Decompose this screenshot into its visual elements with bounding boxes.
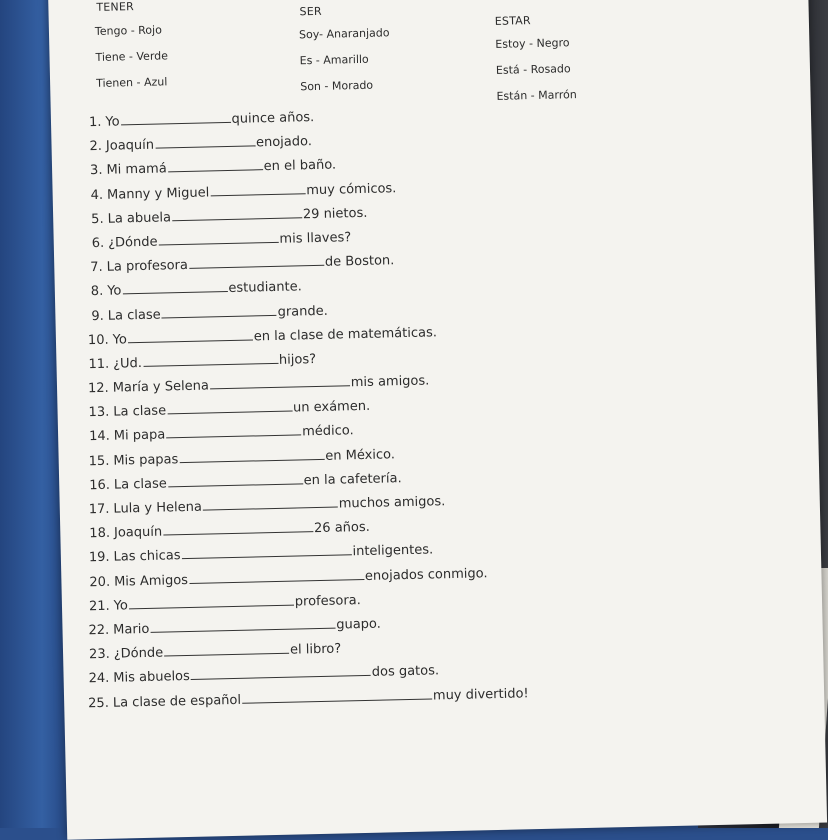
answer-blank[interactable] bbox=[155, 134, 255, 149]
answer-blank[interactable] bbox=[161, 302, 276, 318]
tener-item: Tienen - Azul bbox=[95, 75, 168, 90]
question-number: 18. bbox=[89, 525, 111, 542]
question-subject: Yo bbox=[113, 598, 129, 614]
header-estar: ESTAR bbox=[494, 14, 531, 28]
question-subject: La abuela bbox=[107, 210, 172, 227]
question-subject: María y Selena bbox=[112, 378, 210, 396]
question-number: 13. bbox=[88, 404, 110, 421]
question-number: 21. bbox=[88, 598, 110, 614]
question-number: 23. bbox=[88, 646, 110, 663]
question-ending: profesora. bbox=[294, 592, 361, 610]
question-subject: Mis Amigos bbox=[113, 572, 189, 590]
question-subject: ¿Ud. bbox=[113, 355, 143, 372]
worksheet-content bbox=[48, 0, 827, 840]
question-ending: mis amigos. bbox=[350, 373, 430, 391]
question-number: 8. bbox=[90, 284, 104, 300]
question-ending: grande. bbox=[277, 303, 328, 320]
question-ending: en la clase de matemáticas. bbox=[253, 324, 438, 345]
ser-item: Es - Amarillo bbox=[299, 52, 369, 68]
question-subject: ¿Dónde bbox=[113, 645, 164, 662]
answer-blank[interactable] bbox=[166, 423, 301, 439]
worksheet-paper bbox=[48, 0, 827, 840]
tener-item: Tiene - Verde bbox=[95, 49, 169, 64]
question-number: 5. bbox=[91, 211, 104, 227]
question-number: 16. bbox=[89, 477, 111, 494]
header-tener: TENER bbox=[96, 0, 135, 14]
question-number: 22. bbox=[88, 622, 110, 639]
estar-item: Está - Rosado bbox=[495, 62, 571, 77]
question-ending: enojado. bbox=[255, 134, 313, 151]
question-ending: enojados conmigo. bbox=[364, 565, 488, 584]
answer-blank[interactable] bbox=[150, 616, 335, 633]
estar-column bbox=[495, 30, 577, 110]
question-subject: Yo bbox=[105, 114, 120, 130]
answer-blank[interactable] bbox=[210, 373, 350, 389]
answer-blank[interactable] bbox=[210, 181, 305, 196]
question-ending: inteligentes. bbox=[352, 542, 434, 560]
question-number: 24. bbox=[88, 671, 110, 687]
answer-blank[interactable] bbox=[167, 399, 292, 415]
answer-blank[interactable] bbox=[191, 663, 371, 680]
question-subject: Mis papas bbox=[113, 451, 179, 469]
tener-item: Tengo - Rojo bbox=[94, 23, 163, 38]
question-subject: Lula y Helena bbox=[113, 499, 203, 517]
question-ending: quince años. bbox=[231, 109, 315, 127]
question-number: 14. bbox=[88, 429, 111, 445]
answer-blank[interactable] bbox=[128, 327, 253, 343]
question-ending: guapo. bbox=[336, 616, 382, 633]
question-ending: mis llaves? bbox=[279, 230, 352, 247]
question-subject: La clase bbox=[113, 476, 167, 493]
question-ending: dos gatos. bbox=[371, 663, 440, 681]
question-subject: Mis abuelos bbox=[113, 669, 191, 687]
question-number: 15. bbox=[88, 453, 110, 469]
question-ending: muy divertido! bbox=[432, 685, 529, 703]
question-subject: ¿Dónde bbox=[107, 234, 158, 251]
answer-blank[interactable] bbox=[179, 446, 324, 462]
question-number: 9. bbox=[91, 308, 104, 324]
question-subject: Mi papa bbox=[113, 427, 166, 445]
question-number: 20. bbox=[89, 574, 111, 590]
question-ending: de Boston. bbox=[324, 253, 395, 270]
question-number: 6. bbox=[91, 235, 105, 252]
question-subject: Joaquín bbox=[105, 137, 155, 154]
question-ending: en el baño. bbox=[263, 157, 337, 175]
question-ending: muy cómicos. bbox=[306, 180, 397, 198]
question-number: 17. bbox=[88, 501, 110, 518]
answer-blank[interactable] bbox=[129, 592, 294, 609]
question-number: 12. bbox=[87, 380, 109, 397]
question-number: 1. bbox=[88, 114, 102, 131]
question-subject: Yo bbox=[112, 331, 127, 348]
question-number: 7. bbox=[90, 259, 103, 276]
answer-blank[interactable] bbox=[168, 158, 263, 173]
answer-blank[interactable] bbox=[168, 471, 303, 487]
question-subject: La clase bbox=[107, 307, 161, 324]
estar-item: Están - Marrón bbox=[496, 88, 577, 103]
question-ending: en la cafetería. bbox=[303, 470, 402, 489]
question-subject: Yo bbox=[107, 283, 122, 300]
estar-item: Estoy - Negro bbox=[495, 36, 570, 51]
answer-blank[interactable] bbox=[158, 230, 278, 246]
answer-blank[interactable] bbox=[143, 351, 278, 367]
question-ending: 26 años. bbox=[313, 520, 370, 537]
answer-blank[interactable] bbox=[189, 253, 324, 269]
question-ending: 29 nietos. bbox=[302, 205, 368, 223]
question-ending: muchos amigos. bbox=[338, 494, 446, 512]
question-ending: estudiante. bbox=[228, 279, 302, 297]
question-subject: Manny y Miguel bbox=[106, 184, 210, 203]
question-ending: el libro? bbox=[289, 641, 342, 658]
answer-blank[interactable] bbox=[203, 495, 338, 511]
answer-blank[interactable] bbox=[242, 686, 432, 703]
question-number: 25. bbox=[88, 695, 110, 711]
question-subject: La profesora bbox=[106, 258, 189, 275]
ser-item: Son - Morado bbox=[300, 78, 374, 94]
tener-column bbox=[95, 17, 169, 97]
question-subject: La clase de español bbox=[112, 692, 242, 711]
answer-blank[interactable] bbox=[172, 205, 302, 221]
question-ending: un exámen. bbox=[292, 399, 371, 416]
question-number: 10. bbox=[87, 332, 109, 348]
answer-blank[interactable] bbox=[163, 519, 313, 535]
answer-blank[interactable] bbox=[189, 567, 364, 584]
question-number: 3. bbox=[89, 163, 103, 179]
question-subject: La clase bbox=[113, 403, 167, 420]
question-subject: Joaquín bbox=[113, 524, 163, 541]
question-subject: Las chicas bbox=[113, 548, 181, 566]
header-ser: SER bbox=[299, 4, 322, 19]
question-ending: en México. bbox=[325, 446, 396, 464]
question-number: 2. bbox=[89, 139, 103, 155]
answer-blank[interactable] bbox=[120, 110, 230, 125]
answer-blank[interactable] bbox=[181, 543, 351, 560]
question-number: 11. bbox=[88, 356, 110, 373]
question-ending: médico. bbox=[302, 423, 354, 440]
ser-column bbox=[299, 20, 391, 100]
question-ending: hijos? bbox=[278, 351, 317, 368]
question-subject: Mario bbox=[113, 621, 150, 638]
question-number: 4. bbox=[90, 187, 104, 203]
answer-blank[interactable] bbox=[122, 279, 227, 294]
question-subject: Mi mamá bbox=[106, 161, 167, 179]
question-number: 19. bbox=[88, 550, 110, 566]
ser-item: Soy- Anaranjado bbox=[298, 26, 390, 42]
question-list bbox=[89, 101, 529, 715]
answer-blank[interactable] bbox=[164, 641, 289, 657]
